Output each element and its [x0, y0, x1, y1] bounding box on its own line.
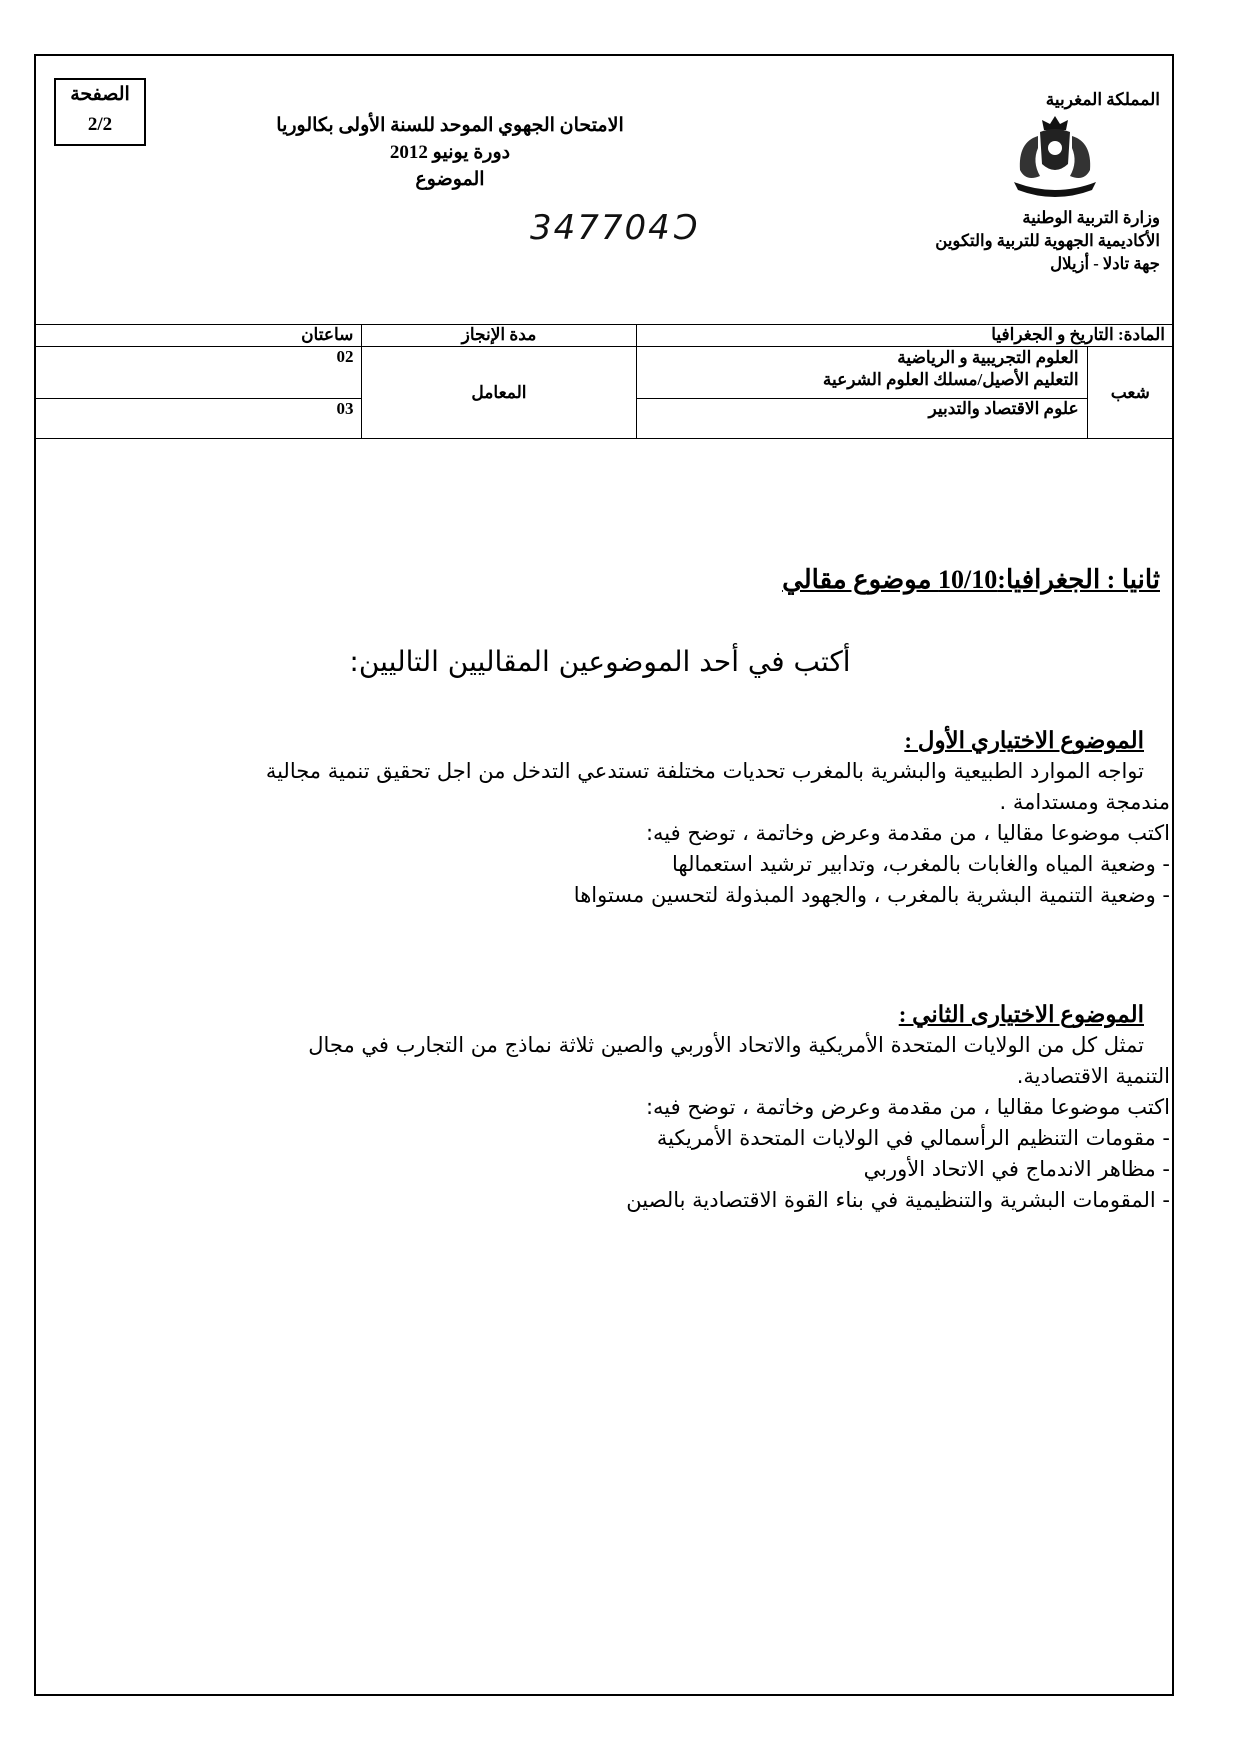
- exam-session: دورة يونيو 2012: [389, 142, 511, 163]
- topic-1: [90, 728, 1170, 911]
- stream-2: علوم الاقتصاد والتدبير: [636, 399, 1087, 439]
- ministry-block: [860, 206, 1160, 275]
- page-number: 2/2: [87, 114, 113, 135]
- region-name: جهة تادلا - أزيلال: [1050, 254, 1160, 273]
- exam-subject-label: الموضوع: [415, 169, 485, 190]
- topic-2-bullet: - مقومات التنظيم الرأسمالي في الولايات المتحدة الأمريكية: [656, 1126, 1170, 1150]
- topic-2-intro-line-2: التنمية الاقتصادية.: [1016, 1064, 1170, 1088]
- streams-label: شعب: [1087, 347, 1173, 439]
- section-title: ثانيا : الجغرافيا:10/10 موضوع مقالي: [782, 565, 1160, 594]
- topic-2: [90, 1002, 1170, 1216]
- page-label: الصفحة: [70, 84, 130, 105]
- exam-title-block: [250, 112, 650, 193]
- subject-cell: المادة: التاريخ و الجغرافيا: [636, 325, 1173, 347]
- stream-1: [636, 347, 1087, 399]
- topic-1-intro-line-1: تواجه الموارد الطبيعية والبشرية بالمغرب تحديات مختلفة تستدعي التدخل من اجل تحقيق تنمية مجالية: [265, 759, 1144, 783]
- page-number-box: [54, 78, 146, 146]
- topic-1-title: الموضوع الاختياري الأول :: [904, 728, 1144, 753]
- academy-name: الأكاديمية الجهوية للتربية والتكوين: [935, 231, 1160, 250]
- stream-1-line-1: العلوم التجريبية و الرياضية: [897, 348, 1079, 367]
- topic-2-intro-line-1: تمثل كل من الولايات المتحدة الأمريكية والاتحاد الأوربي والصين ثلاثة نماذج من التجارب في مجال: [308, 1033, 1144, 1057]
- topic-2-task: اكتب موضوعا مقاليا ، من مقدمة وعرض وخاتمة ، توضح فيه:: [645, 1095, 1170, 1119]
- coefficient-1-value: 02: [336, 347, 354, 366]
- coefficient-1: [35, 347, 362, 399]
- stream-1-line-2: التعليم الأصيل/مسلك العلوم الشرعية: [822, 370, 1079, 389]
- instruction: أكتب في أحد الموضوعين المقاليين التاليين:: [349, 645, 851, 678]
- duration-value: ساعتان: [35, 325, 362, 347]
- topic-1-intro-line-2: مندمجة ومستدامة .: [999, 790, 1170, 814]
- duration-label: مدة الإنجاز: [362, 325, 636, 347]
- ministry-name: وزارة التربية الوطنية: [1022, 208, 1160, 227]
- topic-1-task: اكتب موضوعا مقاليا ، من مقدمة وعرض وخاتمة ، توضح فيه:: [645, 821, 1170, 845]
- topic-1-bullet: - وضعية المياه والغابات بالمغرب، وتدابير ترشيد استعمالها: [672, 852, 1170, 876]
- handwritten-code: 347704Ↄ: [530, 208, 698, 248]
- coat-of-arms-icon: [1000, 112, 1110, 202]
- exam-title: الامتحان الجهوي الموحد للسنة الأولى بكالوريا: [276, 115, 624, 136]
- topic-1-bullet: - وضعية التنمية البشرية بالمغرب ، والجهود المبذولة لتحسين مستواها: [573, 883, 1170, 907]
- coefficient-2: [35, 399, 362, 439]
- exam-info-table: [34, 324, 1174, 439]
- topic-2-title: الموضوع الاختيارى الثاني :: [898, 1002, 1144, 1027]
- coefficient-label: المعامل: [362, 347, 636, 439]
- kingdom-label: المملكة المغربية: [1045, 90, 1160, 109]
- topic-2-bullet: - المقومات البشرية والتنظيمية في بناء القوة الاقتصادية بالصين: [626, 1188, 1170, 1212]
- coefficient-2-value: 03: [336, 399, 354, 418]
- topic-2-bullet: - مظاهر الاندماج في الاتحاد الأوربي: [863, 1157, 1170, 1181]
